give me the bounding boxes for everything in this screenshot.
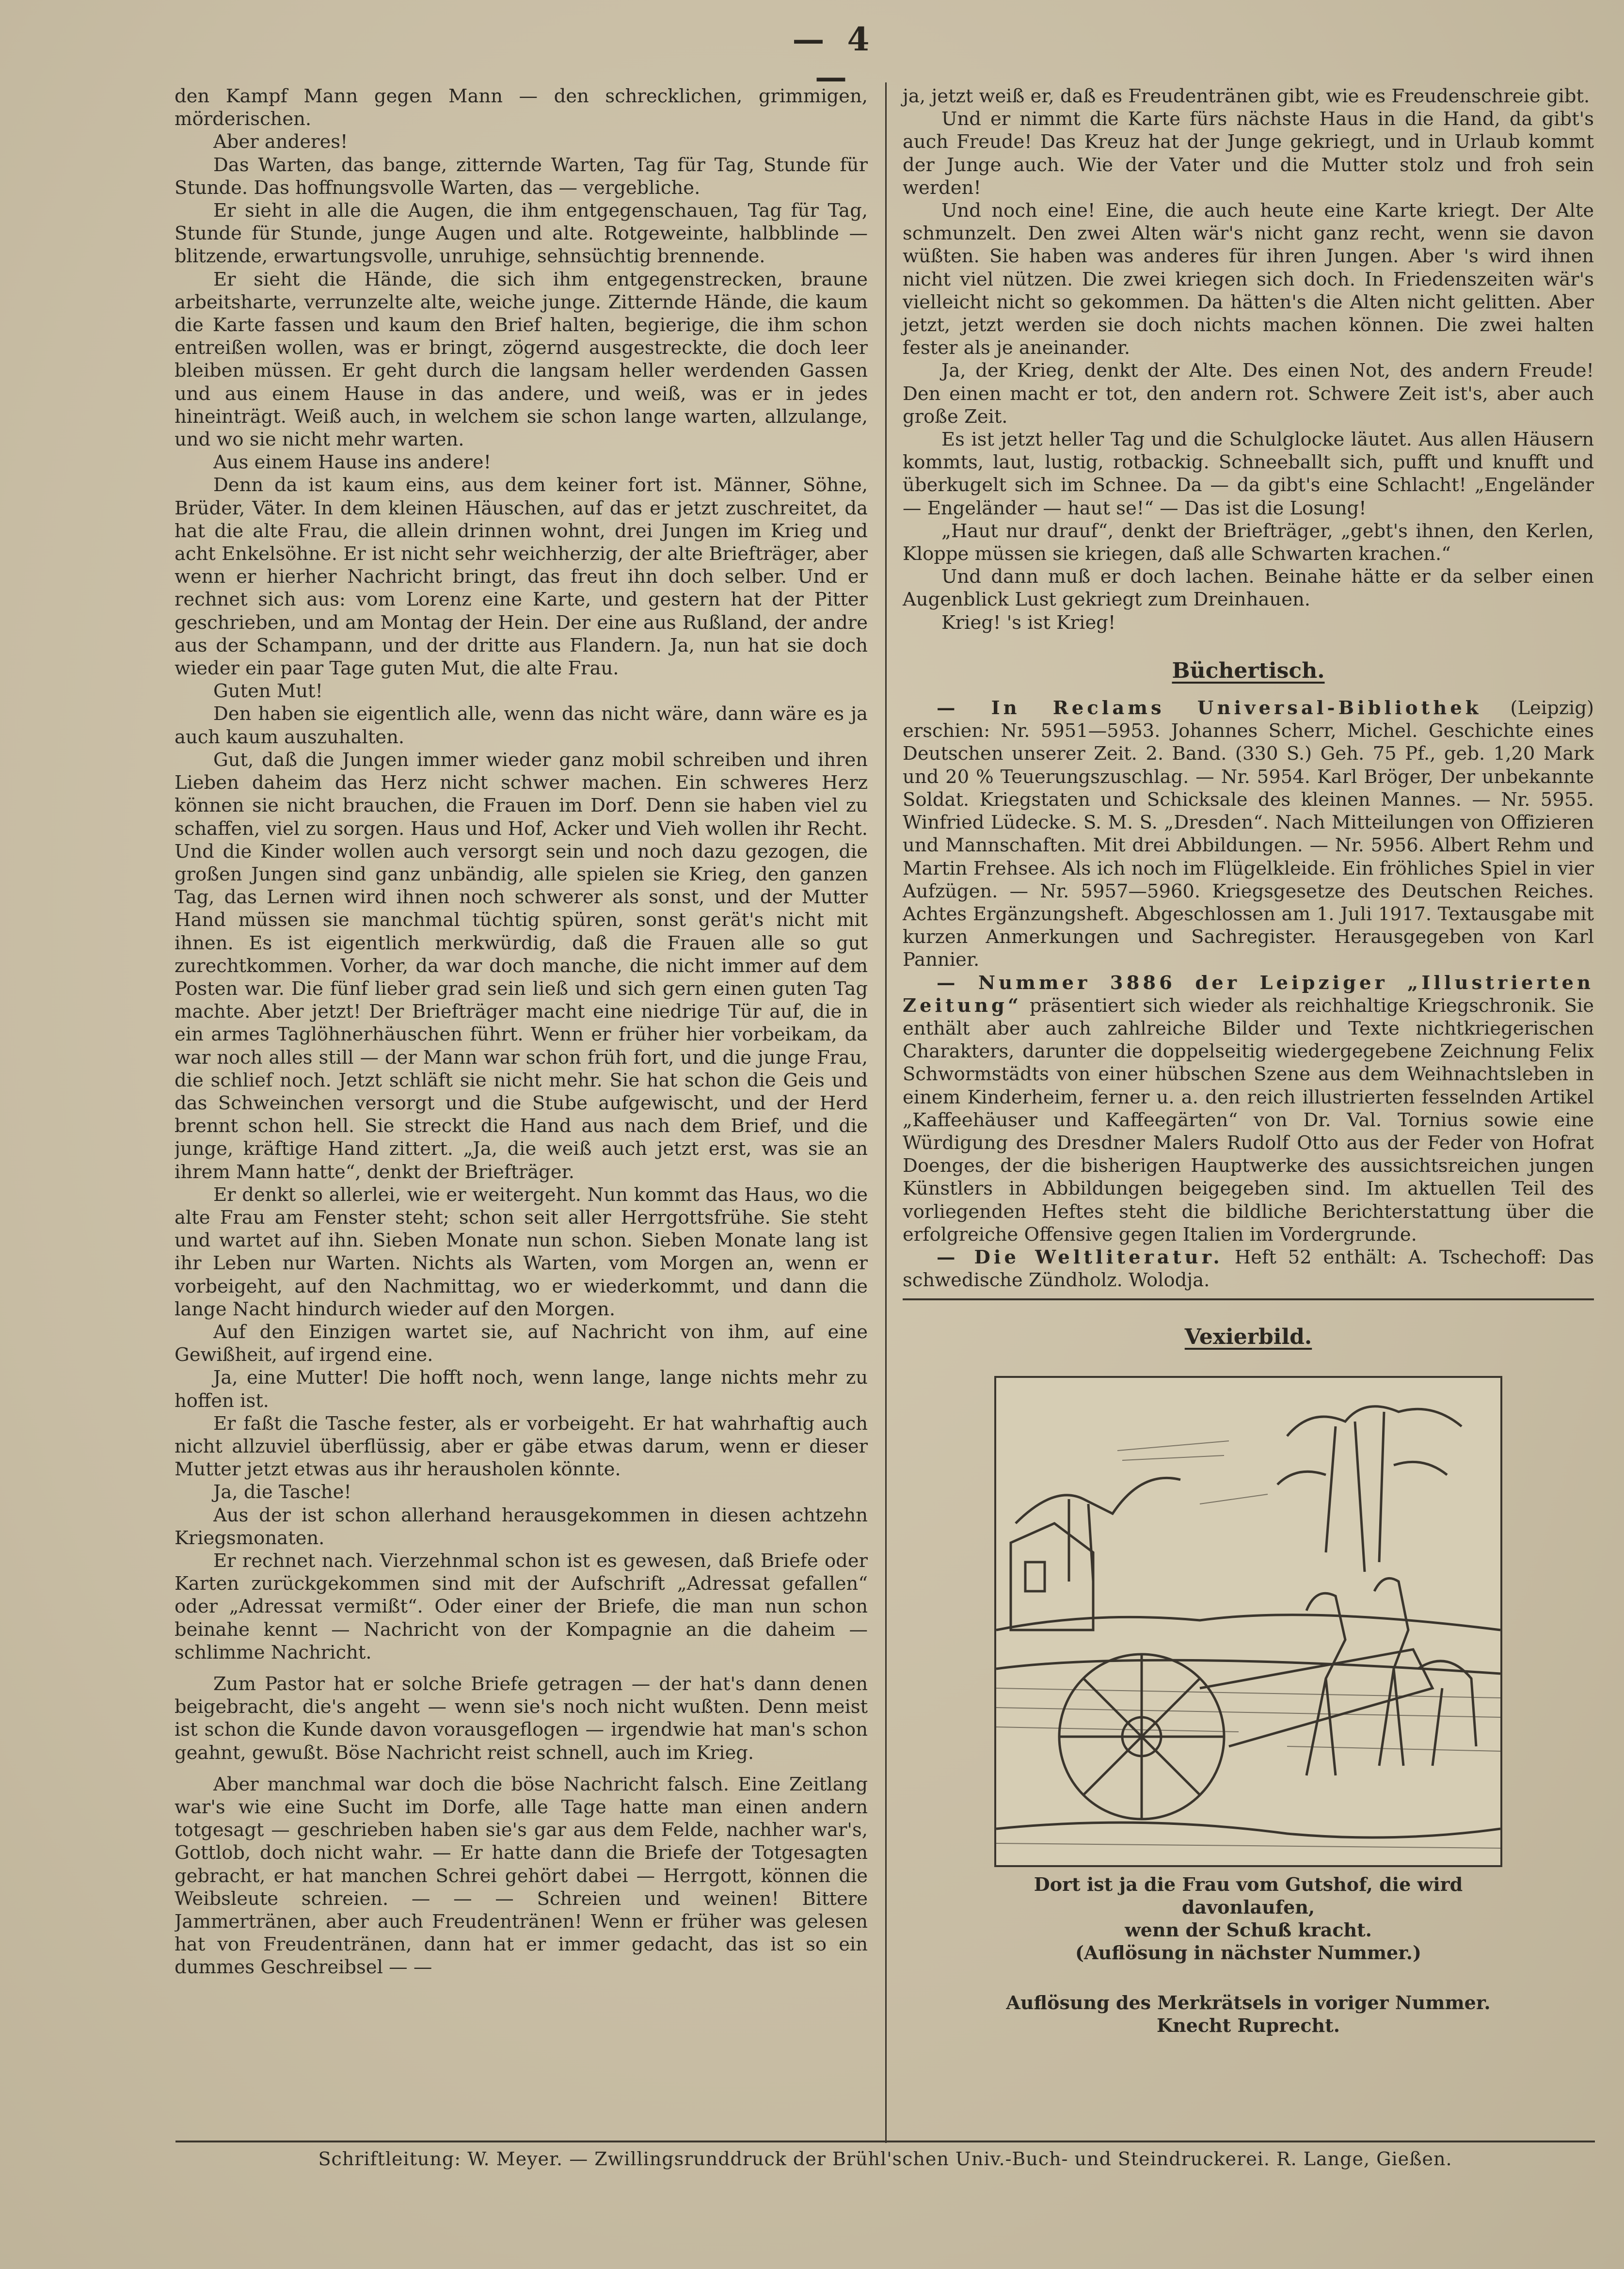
story-continuation [903,85,1594,634]
book-entry [903,1246,1594,1292]
paragraph: Er denkt so allerlei, wie er weitergeht. Nun kommt das Haus, wo die alte Frau am Fenster steht; schon seit aller Herrgottsfrühe. Sie steht und wartet auf ihn. Sieben Monate nun schon. Sieben Monate lang ist ihr Leben nur Warten. Nichts als Warten, vom Morgen an, wenn er vorbeigeht, auf den Nachmittag, wo er wiederkommt, und dann die lange Nacht hindurch wieder auf den Morgen. [175,1183,868,1320]
paragraph: ja, jetzt weiß er, daß es Freudentränen gibt, wie es Freudenschreie gibt. [903,85,1590,107]
book-entry-lead: — Die Weltliteratur. [937,1246,1223,1268]
paragraph: Ja, eine Mutter! Die hofft noch, wenn lange, lange nichts mehr zu hoffen ist. [175,1367,868,1412]
paragraph: Aus der ist schon allerhand herausgekommen in diesen achtzehn Kriegsmonaten. [175,1504,868,1549]
caption-line: (Auflösung in nächster Nummer.) [1075,1941,1421,1964]
paragraph: „Haut nur drauf“, denkt der Briefträger, „gebt's ihnen, den Kerlen, Kloppe müssen sie kriegen, daß alle Schwarten krachen.“ [903,520,1594,565]
paragraph: Und noch eine! Eine, die auch heute eine Karte kriegt. Der Alte schmunzelt. Den zwei Alten wär's nicht ganz recht, wenn sie davon wüßten. Sie haben was anderes für ihren Jungen. Aber 's wird ihnen nicht viel nützen. Die zwei kriegen sich doch. In Friedenszeiten wär's vielleicht nicht so gekommen. Da hätten's die Alten nicht gelitten. Aber jetzt, jetzt werden sie doch nichts machen können. Die zwei halten fester als je aneinander. [903,200,1594,359]
books-section [903,697,1594,1292]
caption-line: wenn der Schuß kracht. [1125,1918,1372,1941]
paragraph: Er rechnet nach. Vierzehnmal schon ist es gewesen, daß Briefe oder Karten zurückgekommen sind mit der Aufschrift „Adressat gefallen“ oder „Adressat vermißt“. Oder einer der Briefe, die man nun schon beinahe kennt — Nachricht von der Kompagnie an die daheim — schlimme Nachricht. [175,1550,868,1663]
paragraph: Und dann muß er doch lachen. Beinahe hätte er da selber einen Augenblick Lust gekriegt zum Dreinhauen. [903,566,1594,611]
story-column-right [903,85,1594,2037]
paragraph: den Kampf Mann gegen Mann — den schrecklichen, grimmigen, mörderischen. [175,85,868,130]
paragraph: Er faßt die Tasche fester, als er vorbeigeht. Er hat wahrhaftig auch nicht allzuviel überflüssig, aber er gäbe etwas darum, wenn er dieser Mutter jetzt etwas aus ihr herausholen könnte. [175,1412,868,1481]
book-entry [903,972,1594,1246]
answer-line: Auflösung des Merkrätsels in voriger Nummer. [1006,1991,1491,2013]
paragraph: Es ist jetzt heller Tag und die Schulglocke läutet. Aus allen Häusern kommts, laut, lustig, rotbackig. Schneeballt sich, pufft und knufft und überkugelt sich im Schnee. Da — da gibt's eine Schlacht! „Engeländer — Engeländer — haut se!“ — Das ist die Losung! [903,429,1594,519]
book-entry [903,697,1594,971]
footer-divider [175,2141,1595,2142]
paragraph: Das Warten, das bange, zitternde Warten, Tag für Tag, Stunde für Stunde. Das hoffnungsvolle Warten, das — vergebliche. [175,154,868,199]
previous-puzzle-answer [903,1991,1594,2037]
paragraph: Aus einem Hause ins andere! [213,451,492,474]
paragraph: Zum Pastor hat er solche Briefe getragen — der hat's dann denen beigebracht, die's angeht — wenn sie's noch nicht wußten. Denn meist ist schon die Kunde davon vorausgeflogen — irgendwie hat man's schon geahnt, gewußt. Böse Nachricht reist schnell, auch im Krieg. [175,1673,868,1764]
puzzle-picture-frame [994,1376,1503,1964]
paragraph: Auf den Einzigen wartet sie, auf Nachricht von ihm, auf eine Gewißheit, auf irgend eine. [175,1321,868,1366]
paragraph: Ja, die Tasche! [213,1481,351,1503]
answer-line: Knecht Ruprecht. [1157,2014,1340,2036]
paragraph: Guten Mut! [213,680,323,703]
paragraph: Aber anderes! [213,131,348,153]
paragraph: Er sieht in alle die Augen, die ihm entgegenschauen, Tag für Tag, Stunde für Stunde, junge Augen und alte. Rotgeweinte, halbblinde — blitzende, erwartungsvolle, unruhige, sehnsüchtig brennende. [175,200,868,268]
paragraph: Und er nimmt die Karte fürs nächste Haus in die Hand, da gibt's auch Freude! Das Kreuz hat der Junge gekriegt, und in Urlaub kommt der Junge auch. Wie der Vater und die Mutter stolz und froh sein werden! [903,108,1594,199]
book-entry-text: präsentiert sich wieder als reichhaltige Kriegschronik. Sie enthält aber auch zahlreiche Bilder und Texte nichtkriegerischen Charakters, darunter die doppelseitig wiedergegebene Zeichnung Felix Schwormstädts von einer hübschen Szene aus dem Weihnachtsleben in einem Kinderheim, ferner u. a. den reich illustrierten fesselnden Artikel „Kaffeehäuser und Kaffeegärten“ von Dr. Val. Tornius sowie eine Würdigung des Dresdner Malers Rudolf Otto aus der Feder von Hofrat Doenges, der die bisherigen Hauptwerke des aussichtsreichen jungen Künstlers in Abbildungen beigegeben sind. Im aktuellen Teil des vorliegenden Heftes steht die bildliche Berichterstattung über die erfolgreiche Offensive gegen Italien im Vordergrunde. [903,994,1594,1246]
page-number: — 4 — [792,20,876,96]
paragraph: Ja, der Krieg, denkt der Alte. Des einen Not, des andern Freude! Den einen macht er tot, den andern rot. Schwere Zeit ist's, aber auch große Zeit. [903,360,1594,428]
paragraph: Denn da ist kaum eins, aus dem keiner fort ist. Männer, Söhne, Brüder, Väter. In dem kleinen Häuschen, auf das er jetzt zuschreitet, da hat die alte Frau, die allein drinnen wohnt, drei Jungen im Krieg und acht Enkelsöhne. Er ist nicht sehr weichherzig, der alte Briefträger, aber wenn er hierher Nachricht bringt, das freut ihn doch selber. Und er rechnet sich aus: vom Lorenz eine Karte, und gestern hat der Pitter geschrieben, und am Montag der Hein. Der eine aus Rußland, der andre aus der Schampann, und der dritte aus Flandern. Ja, nun hat sie doch wieder ein paar Tage guten Mut, die alte Frau. [175,474,868,680]
puzzle-caption [994,1873,1503,1964]
caption-line: Dort ist ja die Frau vom Gutshof, die wird davonlaufen, [1034,1873,1463,1918]
books-heading: Büchertisch. [1172,658,1325,683]
book-entry-text: Heft 52 enthält: A. Tschechoff: Das schwedische Zündholz. Wolodja. [903,1246,1594,1292]
imprint-footer: Schriftleitung: W. Meyer. — Zwillingsrunddruck der Brühl'schen Univ.-Buch- und Steindruckerei. R. Lange, Gießen. [318,2148,1452,2170]
puzzle-picture [994,1376,1502,1867]
paragraph: Krieg! 's ist Krieg! [941,611,1116,634]
column-divider [885,82,887,2143]
paragraph: Er sieht die Hände, die sich ihm entgegenstrecken, braune arbeitsharte, verrunzelte alte, weiche junge. Zitternde Hände, die kaum die Karte fassen und kaum den Brief halten, begierige, die ihm schon entreißen wollen, was er bringt, zögernd ausgestreckte, die doch leer bleiben müssen. Er geht durch die langsam heller werdenden Gassen und aus einem Hause in das andere, und weiß, was er in jedes hineinträgt. Weiß auch, in welchem sie schon lange warten, allzulange, und wo sie nicht mehr warten. [175,268,868,451]
book-entry-text: (Leipzig) erschien: Nr. 5951—5953. Johannes Scherr, Michel. Geschichte eines Deutschen unserer Zeit. 2. Band. (330 S.) Geh. 75 Pf., geb. 1,20 Mark und 20 % Teuerungszuschlag. — Nr. 5954. Karl Bröger, Der unbekannte Soldat. Kriegstaten und Schicksale des kleinen Mannes. — Nr. 5955. Winfried Lüdecke. S. M. S. „Dresden“. Nach Mitteilungen von Offizieren und Mannschaften. Mit drei Abbildungen. — Nr. 5956. Albert Rehm und Martin Frehsee. Als ich noch im Flügelkleide. Ein fröhliches Spiel in vier Aufzügen. — Nr. 5957—5960. Kriegsgesetze des Deutschen Reiches. Achtes Ergänzungsheft. Abgeschlossen am 1. Juli 1917. Textausgabe mit kurzen Anmerkungen und Sachregister. Herausgegeben von Karl Pannier. [903,697,1594,971]
book-entry-lead: — In Reclams Universal-Bibliothek [937,697,1482,719]
paragraph: Den haben sie eigentlich alle, wenn das nicht wäre, dann wäre es ja auch kaum auszuhalten. [175,703,868,748]
story-column-left [175,85,868,2136]
puzzle-heading: Vexierbild. [1184,1325,1312,1350]
section-divider [903,1298,1594,1300]
paragraph: Aber manchmal war doch die böse Nachricht falsch. Eine Zeitlang war's wie eine Sucht im Dorfe, alle Tage hatte man einen andern totgesagt — geschrieben haben sie's gar aus dem Felde, nachher war's, Gottlob, doch nicht wahr. — Er hatte dann die Briefe der Totgesagten gebracht, er hat manchen Schrei gehört dabei — Herrgott, können die Weibsleute schreien. — — — Schreien und weinen! Bittere Jammertränen, aber auch Freudentränen! Wenn er früher was gelesen hat von Freudentränen, dann hat er immer gedacht, das ist so ein dummes Geschreibsel — — [175,1773,868,1979]
paragraph: Gut, daß die Jungen immer wieder ganz mobil schreiben und ihren Lieben daheim das Herz nicht schwer machen. Ein schweres Herz können sie nicht brauchen, die Frauen im Dorf. Denn sie haben viel zu schaffen, viel zu sorgen. Haus und Hof, Acker und Vieh wollen ihr Recht. Und die Kinder wollen auch versorgt sein und noch dazu gezogen, die großen Jungen sind ganz unbändig, alle spielen sie Krieg, den ganzen Tag, das Lernen wird ihnen noch schwerer als sonst, und der Mutter Hand müssen sie manchmal tüchtig spüren, sonst gerät's nicht mit ihnen. Es ist eigentlich merkwürdig, daß die Frauen alle so gut zurechtkommen. Vorher, da war doch manche, die nicht immer auf dem Posten war. Die fünf lieber grad sein ließ und sich gern einen guten Tag machte. Aber jetzt! Der Briefträger macht eine niedrige Tür auf, die in ein armes Taglöhnerhäuschen führt. Wenn er früher hier vorbeikam, da war noch alles still — der Mann war schon früh fort, und die junge Frau, die schlief noch. Jetzt schläft sie nicht mehr. Sie hat schon die Geis und das Schweinchen versorgt und die Stube aufgewischt, und der Herd brennt schon hell. Sie streckt die Hand aus nach dem Brief, und die junge, kräftige Hand zittert. „Ja, die weiß auch jetzt erst, was sie an ihrem Mann hatte“, denkt der Briefträger. [175,749,868,1183]
book-entry-lead: — Nummer 3886 der Leipziger „Illustrierten Zeitung“ [903,972,1594,1017]
